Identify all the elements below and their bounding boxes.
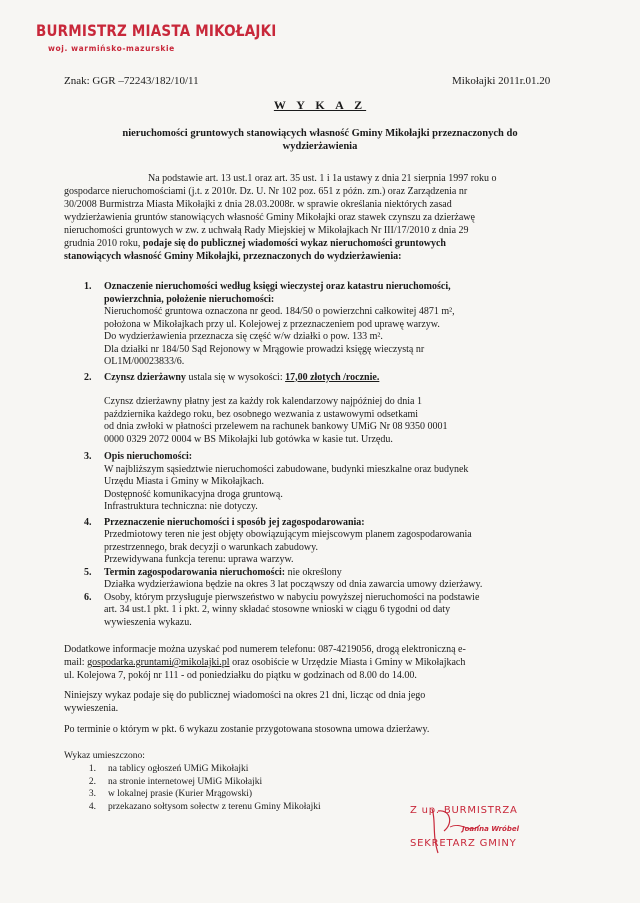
list-item — [64, 517, 584, 567]
intro-line: gospodarce nieruchomościami (j.t. z 2010r. Dz. U. Nr 102 poz. 651 z późn. zm.) oraz Zarządzenia nr — [64, 186, 468, 197]
placed-item: 1. na tablicy ogłoszeń UMiG Mikołajki — [88, 764, 249, 774]
item-text: ustala się w wysokości: — [185, 371, 286, 383]
publication-notice — [64, 689, 578, 715]
item-text: wywieszenia wykazu. — [104, 616, 192, 628]
item-text: nie określony — [285, 566, 342, 578]
item-text: położona w Mikołajkach przy ul. Kolejowej z przeznaczeniem pod uprawę warzyw. — [104, 318, 440, 330]
list-item — [64, 372, 584, 447]
signature-name: Joanna Wróbel — [462, 825, 519, 833]
contact-line: ul. Kolejowa 7, pokój nr 111 - od poniedziałku do piątku w godzinach od 8.00 do 14.00. — [64, 670, 417, 681]
intro-line: grudnia 2010 roku, — [64, 238, 141, 249]
contract-notice — [64, 723, 578, 736]
notice-line: Niniejszy wykaz podaje się do publicznej wiadomości na okres 21 dni, licząc od dnia jego — [64, 690, 426, 701]
item-number: 3. — [84, 451, 92, 462]
reference-number: Znak: GGR –72243/182/10/11 — [64, 75, 199, 87]
item-text: Działka wydzierżawiona będzie na okres 3 lat począwszy od dnia zawarcia umowy dzierżawy. — [104, 579, 483, 590]
item-heading: Przeznaczenie nieruchomości i sposób jej zagospodarowania: — [104, 516, 365, 528]
item-heading: powierzchnia, położenie nieruchomości: — [104, 293, 275, 305]
contact-mail-prefix: mail: — [64, 657, 88, 668]
intro-line: wydzierżawienia gruntów stanowiących własność Gminy Mikołajki oraz stawek czynszu za dzierżawę — [64, 212, 475, 223]
item-number: 6. — [84, 591, 92, 603]
intro-line: 30/2008 Burmistrza Miasta Mikołajki z dnia 28.03.2008r. w sprawie określania niektórych zasad — [64, 199, 452, 210]
item-number: 1. — [84, 281, 92, 292]
placed-item: 2. na stronie internetowej UMiG Mikołajki — [88, 776, 263, 787]
notice-line: Po terminie o którym w pkt. 6 wykazu zostanie przygotowana stosowna umowa dzierżawy. — [64, 724, 430, 735]
item-text: przestrzennego, brak decyzji o warunkach zabudowy. — [104, 541, 318, 553]
list-item — [64, 592, 584, 630]
list-item — [64, 567, 584, 592]
document-date: Mikołajki 2011r.01.20 — [452, 75, 551, 87]
signature-stamp — [410, 805, 560, 865]
item-text: Przewidywana funkcja terenu: uprawa warzyw. — [104, 554, 294, 565]
stamp-region: woj. warmińsko-mazurskie — [48, 44, 175, 53]
placed-item: 4. przekazano sołtysom sołectw z terenu Gminy Mikołajki — [88, 801, 321, 812]
item-text: Dla działki nr 184/50 Sąd Rejonowy w Mrągowie prowadzi księgę wieczystą nr — [104, 343, 425, 355]
item-number: 4. — [84, 516, 92, 528]
item-text: Czynsz dzierżawny płatny jest za każdy rok kalendarzowy najpóźniej do dnia 1 — [104, 396, 422, 407]
item-text: art. 34 ust.1 pkt. 1 i pkt. 2, winny składać stosowne wnioski w ciągu 6 tygodni od daty — [104, 604, 451, 615]
item-heading: Oznaczenie nieruchomości według księgi wieczystej oraz katastru nieruchomości, — [104, 281, 451, 292]
intro-line: nieruchomości gruntowych w zw. z uchwałą Rady Miejskiej w Mikołajkach Nr III/17/2010 z dnia 29 — [64, 225, 469, 236]
list-item — [64, 281, 584, 369]
signature-line2: SEKRETARZ GMINY — [410, 838, 517, 849]
item-text: W najbliższym sąsiedztwie nieruchomości zabudowane, budynki mieszkalne oraz budynek — [104, 463, 469, 475]
item-text: Infrastruktura techniczna: nie dotyczy. — [104, 501, 258, 512]
item-text: Dostępność komunikacyjna droga gruntową. — [104, 488, 283, 500]
list-item — [64, 451, 584, 514]
item-text: Przedmiotowy teren nie jest objęty obowiązującym miejscowym planem zagospodarowania — [104, 529, 472, 540]
contact-paragraph — [64, 643, 578, 682]
item-text: OL1M/00023833/6. — [104, 356, 185, 367]
item-text: 0000 0329 2072 0004 w BS Mikołajki lub gotówka w kasie tut. Urzędu. — [104, 433, 393, 445]
item-text: Urzędu Miasta i Gminy w Mikołajkach. — [104, 476, 264, 487]
placed-item: 3. w lokalnej prasie (Kurier Mrągowski) — [88, 789, 253, 799]
item-text: Do wydzierżawienia przeznacza się część w/w działki o pow. 133 m². — [104, 331, 383, 342]
item-text: października każdego roku, bez osobnego wezwania z ustawowymi odsetkami — [104, 408, 419, 420]
item-heading: Czynsz dzierżawny — [104, 371, 186, 383]
details-list — [64, 281, 584, 629]
item-number: 5. — [84, 566, 92, 578]
item-text: Osoby, którym przysługuje pierwszeństwo w nabyciu powyższej nieruchomości na podstawie — [104, 591, 480, 603]
contact-mail-suffix: oraz osobiście w Urzędzie Miasta i Gminy w Mikołajkach — [229, 657, 466, 668]
mayor-header-stamp — [36, 22, 276, 53]
document-subtitle: nieruchomości gruntowych stanowiących własność Gminy Mikołajki przeznaczonych do wydzierżawienia — [122, 128, 518, 152]
notice-line: wywieszenia. — [64, 703, 119, 714]
intro-bold: stanowiących własność Gminy Mikołajki, przeznaczonych do wydzierżawienia: — [64, 251, 402, 262]
intro-bold: podaje się do publicznej wiadomości wykaz nieruchomości gruntowych — [142, 238, 446, 249]
contact-email-link[interactable]: gospodarka.gruntami@mikolajki.pl — [87, 657, 230, 668]
intro-line: Na podstawie art. 13 ust.1 oraz art. 35 ust. 1 i 1a ustawy z dnia 21 sierpnia 1997 roku o — [148, 173, 497, 184]
document-title: W Y K A Z — [273, 98, 367, 112]
item-number: 2. — [84, 371, 92, 383]
item-text: Nieruchomość gruntowa oznaczona nr geod. 184/50 o powierzchni całkowitej 4871 m², — [104, 306, 455, 317]
rent-amount: 17,00 złotych /rocznie. — [285, 371, 380, 383]
intro-paragraph — [64, 172, 578, 263]
contact-line: Dodatkowe informacje można uzyskać pod numerem telefonu: 087-4219056, drogą elektroniczną e- — [64, 644, 466, 655]
placed-list — [70, 763, 321, 813]
placed-heading: Wykaz umieszczono: — [64, 751, 145, 761]
item-text: od dnia zwłoki w płatności przelewem na rachunek bankowy UMiG Nr 08 9350 0001 — [104, 421, 448, 432]
item-heading: Opis nieruchomości: — [104, 451, 193, 462]
stamp-title: BURMISTRZ MIASTA MIKOŁAJKI — [36, 22, 277, 41]
signature-line1: Z up. BURMISTRZA — [410, 805, 518, 816]
item-heading: Termin zagospodarowania nieruchomości: — [104, 566, 286, 578]
